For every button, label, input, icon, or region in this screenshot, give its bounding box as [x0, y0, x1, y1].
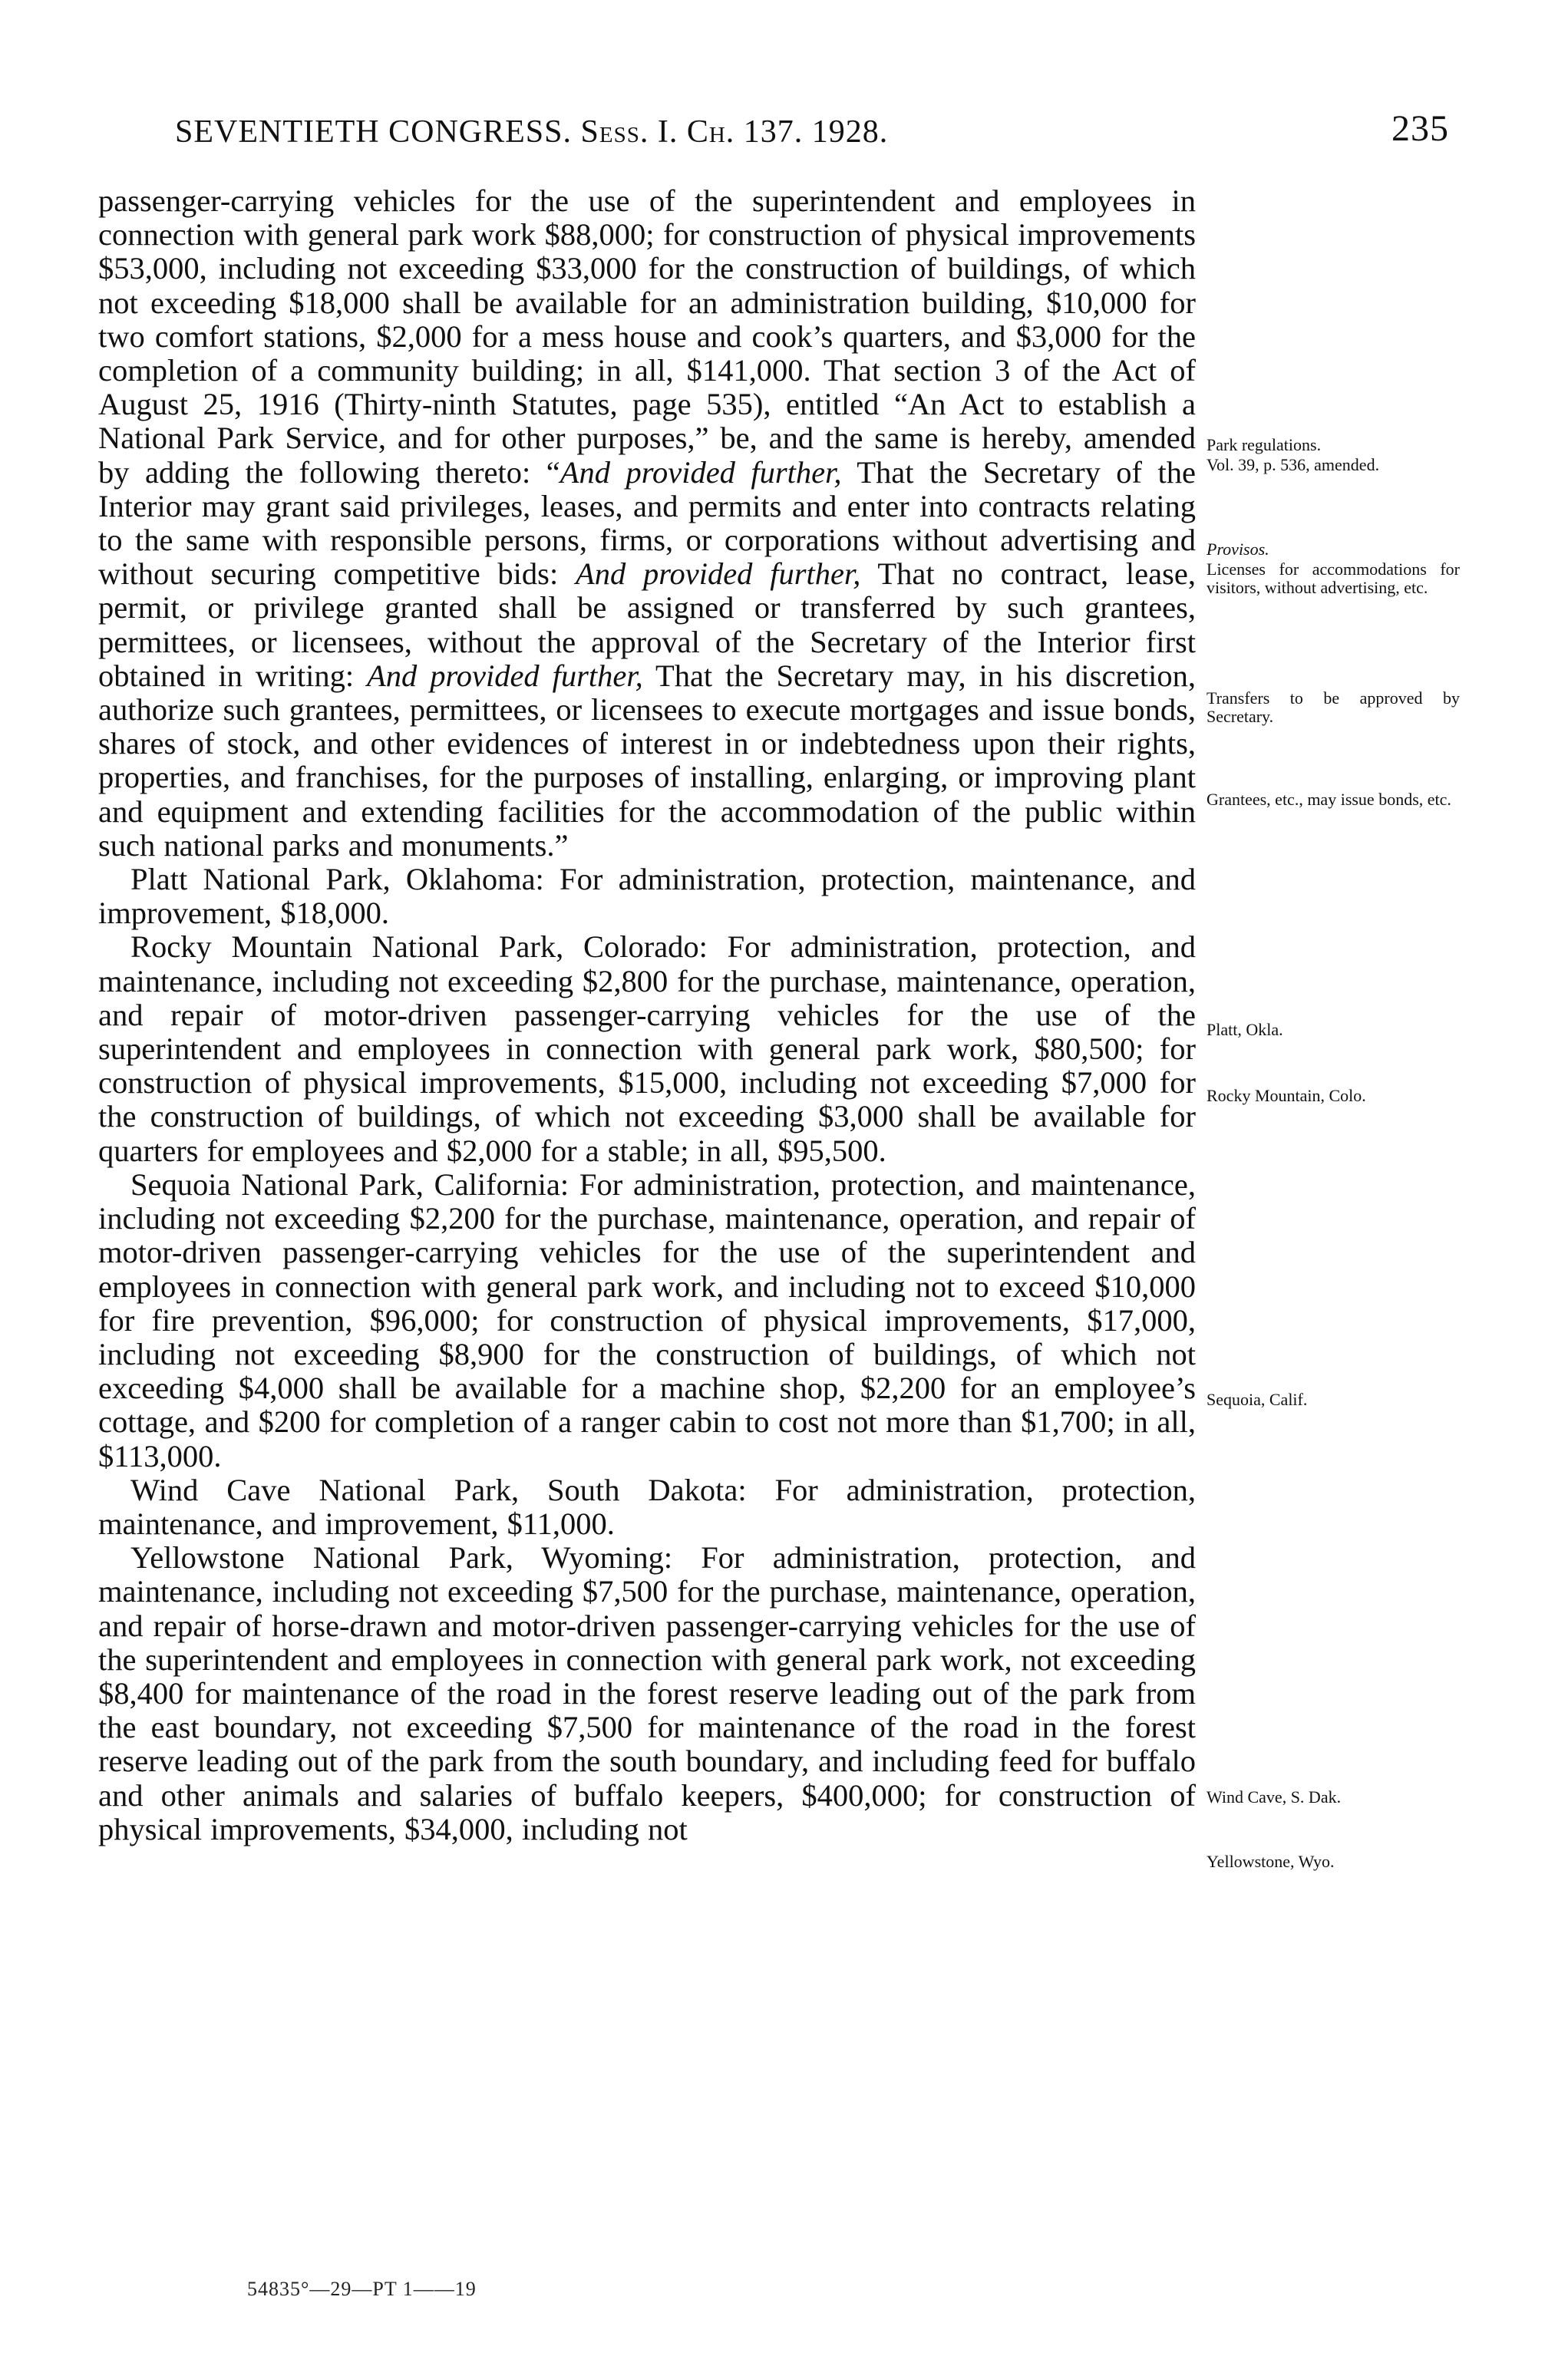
margin-note-wind-cave: Wind Cave, S. Dak. — [1207, 1787, 1342, 1807]
proviso-italic: And provided further, — [575, 556, 861, 592]
text-run: That the Secretary of the Interior may grant said privileges, leases, and permits and enter into contracts relating to the same with responsible persons, firms, or corporations without advertising and without securing competitive bids: — [98, 454, 1196, 592]
margin-note-grantees: Grantees, etc., may issue bonds, etc. — [1207, 790, 1451, 809]
margin-note-platt: Platt, Okla. — [1207, 1020, 1283, 1039]
margin-note-yellowstone: Yellowstone, Wyo. — [1207, 1852, 1335, 1871]
running-head-session: Sess. I. Ch. 137. — [580, 114, 804, 150]
paragraph-sequoia: Sequoia National Park, California: For administration, protection, and maintenance, including not exceeding $2,200 for the purchase, maintenance, operation, and repair of motor-driven passenger-carrying vehicles for the use of the superintendent and employees in connection with general park work, and including not to exceed $10,000 for fire prevention, $96,000; for construction of physical improvements, $17,000, including not exceeding $8,900 for the construction of buildings, of which not exceeding $4,000 shall be available for a machine shop, $2,200 for an employee’s cottage, and $200 for completion of a ranger cabin to cost not more than $1,700; in all, $113,000. — [98, 1167, 1196, 1473]
margin-note-licenses: Licenses for accommodations for visitors, without advertising, etc. — [1207, 559, 1460, 597]
proviso-italic: And provided further, — [560, 454, 842, 490]
margin-note-transfers: Transfers to be approved by Secretary. — [1207, 688, 1460, 726]
margin-note-park-regulations: Park regulations. — [1207, 435, 1322, 454]
paragraph-wind-cave: Wind Cave National Park, South Dakota: For administration, protection, maintenance, and improvement, $11,000. — [98, 1472, 1196, 1541]
text-run: passenger-carrying vehicles for the use of the superintendent and employees in connection with general park work $88,000; for construction of physical improvements $53,000, including not exceeding $33,000 for the construction of buildings, of which not exceeding $18,000 shall be available for an administration building, $10,000 for two comfort stations, $2,000 for a mess house and cook’s quarters, and $3,000 for the completion of a community building; in all, $141,000. That section 3 of the Act of August 25, 1916 (Thirty-ninth Statutes, page 535), entitled “An Act to establish a National Park Service, and for other purposes,” be, and the same is hereby, amended by adding the following thereto: “ — [98, 183, 1196, 490]
running-head — [175, 114, 888, 150]
margin-note-sequoia: Sequoia, Calif. — [1207, 1390, 1308, 1409]
margin-note-vol-ref: Vol. 39, p. 536, amended. — [1207, 455, 1380, 474]
printer-code: 54835°—29—PT 1——19 — [247, 2278, 477, 2300]
text-run: That no contract, lease, permit, or privilege granted shall be assigned or transferred by such grantees, permittees, or licensees, without the approval of the Secretary of the Interior first obtained in writing: — [98, 556, 1196, 693]
text-run: That the Secretary may, in his discretion, authorize such grantees, permittees, or licensees to execute mortgages and issue bonds, shares of stock, and other evidences of interest in or indebtedness upon their rights, properties, and franchises, for the purposes of installing, enlarging, or improving plant and equipment and extending facilities for the accommodation of the public within such national parks and monuments.” — [98, 658, 1197, 863]
page-header — [175, 107, 1449, 161]
proviso-italic: And provided further, — [367, 658, 643, 693]
paragraph-yellowstone: Yellowstone National Park, Wyoming: For administration, protection, and maintenance, including not exceeding $7,500 for the purchase, maintenance, operation, and repair of horse-drawn and motor-driven passenger-carrying vehicles for the use of the superintendent and employees in connection with general park work, not exceeding $8,400 for maintenance of the road in the forest reserve leading out of the park from the east boundary, not exceeding $7,500 for maintenance of the road in the forest reserve leading out of the park from the south boundary, and including feed for buffalo and other animals and salaries of buffalo keepers, $400,000; for construction of physical improvements, $34,000, including not — [98, 1540, 1196, 1846]
page-number: 235 — [1391, 108, 1449, 149]
paragraph-platt: Platt National Park, Oklahoma: For administration, protection, maintenance, and improvement, $18,000. — [98, 862, 1196, 931]
running-head-year: 1928. — [803, 114, 889, 150]
margin-note-rocky: Rocky Mountain, Colo. — [1207, 1086, 1366, 1105]
running-head-congress: SEVENTIETH CONGRESS. — [175, 114, 581, 150]
paragraph-continuation — [98, 184, 1196, 863]
statute-text — [98, 184, 1196, 1846]
margin-note-provisos: Provisos. — [1207, 540, 1269, 559]
paragraph-rocky-mountain: Rocky Mountain National Park, Colorado: For administration, protection, and maintenance, including not exceeding $2,800 for the purchase, maintenance, operation, and repair of motor-driven passenger-carrying vehicles for the use of the superintendent and employees in connection with general park work, $80,500; for construction of physical improvements, $15,000, including not exceeding $7,000 for the construction of buildings, of which not exceeding $3,000 shall be available for quarters for employees and $2,000 for a stable; in all, $95,500. — [98, 929, 1196, 1168]
